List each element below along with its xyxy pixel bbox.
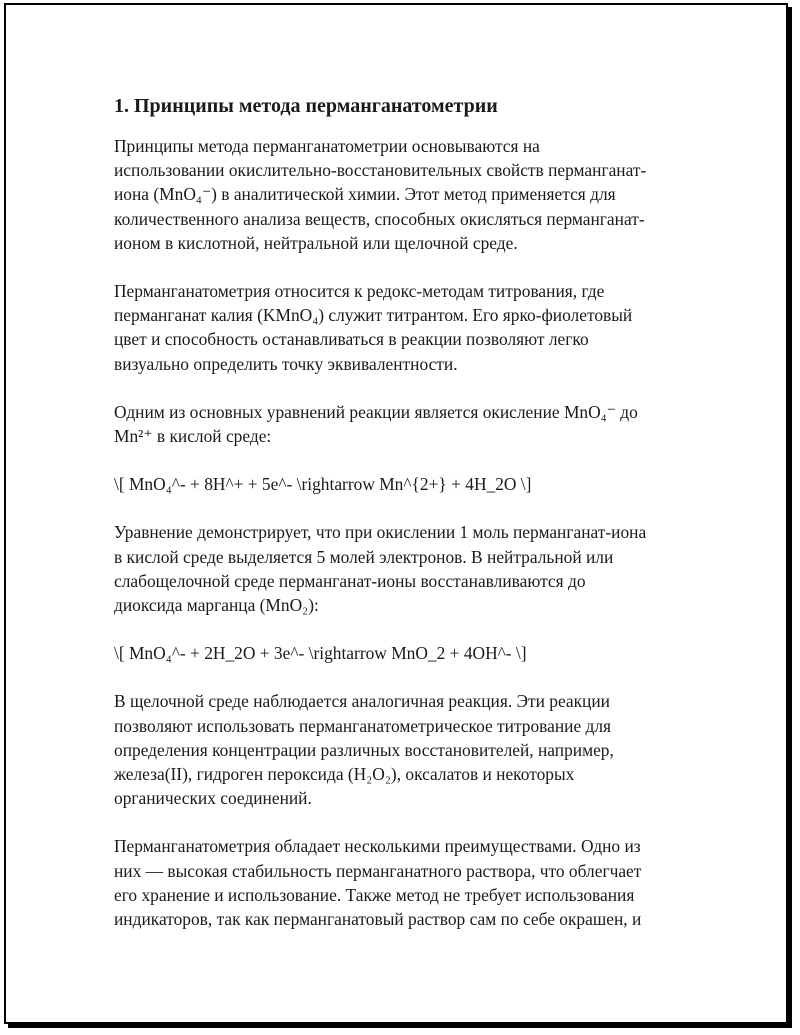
paragraph-1 <box>114 134 694 255</box>
text-line: перманганат калия (KMnO₄) служит титрантом. Его ярко-фиолетовый <box>114 305 633 326</box>
text-line: количественного анализа веществ, способных окисляться перманганат- <box>114 208 645 229</box>
text-line: его хранение и использование. Также метод не требует использования <box>114 884 635 905</box>
document-body <box>114 92 694 955</box>
paragraph-3 <box>114 400 694 448</box>
text-line: цвет и способность останавливаться в реакции позволяют легко <box>114 329 589 350</box>
text-line: ионом в кислотной, нейтральной или щелочной среде. <box>114 232 518 253</box>
text-line: иона (MnO₄⁻) в аналитической химии. Этот метод применяется для <box>114 184 616 205</box>
text-line: Уравнение демонстрирует, что при окислении 1 моль перманганат-иона <box>114 522 647 543</box>
paragraph-5 <box>114 689 694 810</box>
text-line: Mn²⁺ в кислой среде: <box>114 426 272 447</box>
text-line: органических соединений. <box>114 788 312 809</box>
paragraph-2 <box>114 279 694 376</box>
text-line: Принципы метода перманганатометрии основываются на <box>114 136 540 156</box>
text-line: использовании окислительно-восстановительных свойств перманганат- <box>114 160 647 181</box>
paragraph-6 <box>114 834 694 931</box>
equation-1 <box>114 472 694 496</box>
text-line: них — высокая стабильность перманганатного раствора, что облегчает <box>114 860 642 881</box>
equation-text: \[ MnO₄^- + 2H_2O + 3e^- \rightarrow MnO_2 + 4OH^- \] <box>114 643 527 664</box>
equation-2 <box>114 641 694 665</box>
text-line: визуально определить точку эквивалентности. <box>114 353 458 374</box>
text-line: железа(II), гидроген пероксида (H₂O₂), оксалатов и некоторых <box>114 764 575 785</box>
section-heading: 1. Принципы метода перманганатометрии <box>114 95 498 117</box>
text-line: Одним из основных уравнений реакции является окисление MnO₄⁻ до <box>114 401 638 422</box>
text-line: индикаторов, так как перманганатовый раствор сам по себе окрашен, и <box>114 909 642 930</box>
text-line: позволяют использовать перманганатометрическое титрование для <box>114 715 612 736</box>
text-line: определения концентрации различных восстановителей, например, <box>114 739 614 760</box>
text-line: слабощелочной среде перманганат-ионы восстанавливаются до <box>114 570 586 591</box>
text-line: В щелочной среде наблюдается аналогичная реакция. Эти реакции <box>114 691 610 712</box>
equation-text: \[ MnO₄^- + 8H^+ + 5e^- \rightarrow Mn^{2+} + 4H_2O \] <box>114 474 532 495</box>
text-line: в кислой среде выделяется 5 молей электронов. В нейтральной или <box>114 546 614 567</box>
text-line: Перманганатометрия обладает несколькими преимуществами. Одно из <box>114 836 641 857</box>
text-line: Перманганатометрия относится к редокс-методам титрования, где <box>114 281 605 302</box>
text-line: диоксида марганца (MnO₂): <box>114 595 319 616</box>
paragraph-4 <box>114 520 694 617</box>
